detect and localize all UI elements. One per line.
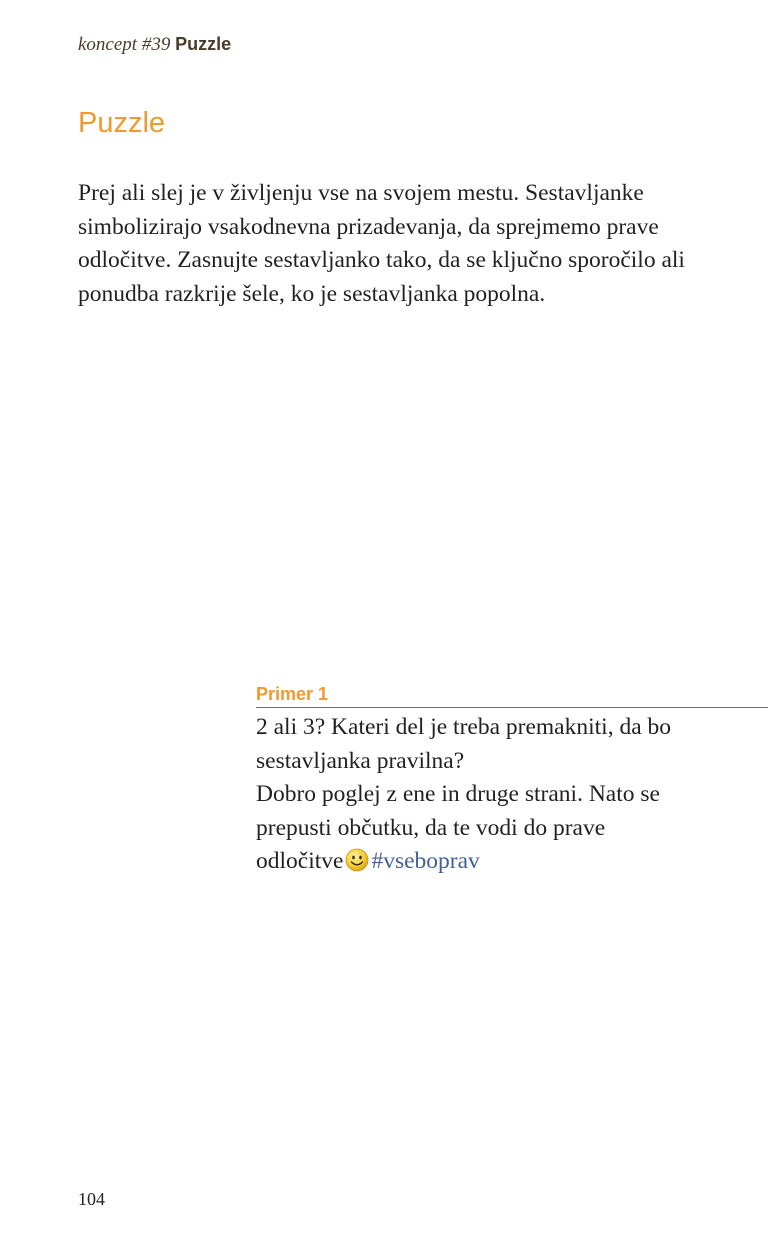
concept-topic: Puzzle: [175, 34, 232, 54]
smiley-face-icon: [345, 848, 369, 872]
intro-paragraph: Prej ali slej je v življenju vse na svojem mestu. Sestavljanke simbolizirajo vsakodnevna prizadevanja, da sprejmemo prave odločitve. Zasnujte sestavljanko tako, da se ključno sporočilo ali ponudba razkrije šele, ko je sestavljanka popolna.: [78, 180, 685, 307]
concept-number: koncept #39: [78, 34, 171, 55]
example-divider: [256, 707, 768, 708]
hashtag-link[interactable]: #vseboprav: [371, 848, 480, 874]
example-question: 2 ali 3? Kateri del je treba premakniti, da bo sestavljanka pravilna?: [256, 714, 672, 774]
page-number: 104: [78, 1189, 105, 1209]
example-advice-text: Dobro poglej z ene in druge strani. Nato se prepusti občutku, da te vodi do prave odločitve: [256, 781, 660, 874]
example-block: [256, 682, 768, 879]
example-text: [256, 711, 676, 879]
running-header: [78, 32, 231, 57]
page-title: Puzzle: [78, 107, 166, 139]
example-advice: [256, 778, 676, 879]
example-label: Primer 1: [256, 684, 329, 704]
